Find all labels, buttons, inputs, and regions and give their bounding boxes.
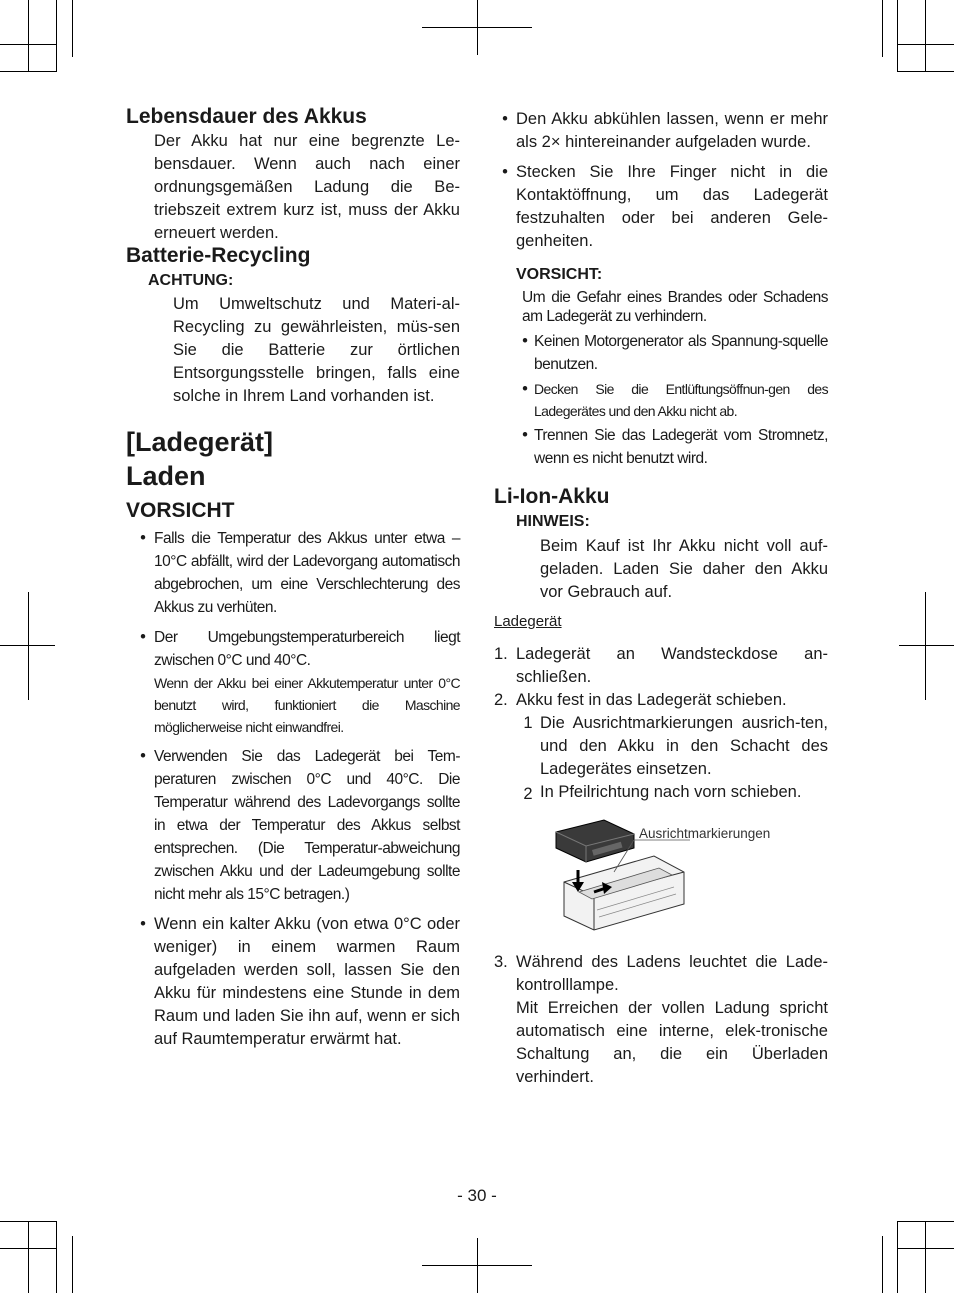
list-item [516,378,828,422]
list-item [132,626,460,738]
list-item-body [154,626,460,738]
bullet-mark: • [502,163,508,181]
list-item [132,745,460,906]
step-number: 3. [494,953,508,971]
list-item [494,108,828,154]
page-number: - 30 - [457,1186,497,1205]
substep-number: 2 [523,785,533,803]
vorsicht-intro: Um die Gefahr eines Brandes oder Schadens am Ladegerät zu verhindern. [522,289,828,325]
list-item-note: Wenn der Akku bei einer Akkutemperatur unter 0°C benutzt wird, funktioniert die Maschine möglicherweise nicht einwandfrei. [154,675,460,735]
section-title-laden: Laden [126,461,206,491]
step-number: 1. [494,645,508,663]
list-item [132,527,460,619]
list-item-text: Keinen Motorgenerator als Spannung-squelle benutzen. [534,333,828,373]
step-3 [494,951,828,1089]
alignment-marks-label: Ausrichtmarkierungen [639,826,771,841]
substep-text: In Pfeilrichtung nach vorn schieben. [540,783,802,801]
substep-number: 1 [523,714,533,732]
bullet-mark: • [140,915,146,933]
substep-2 [516,781,828,806]
hinweis-label: HINWEIS: [516,513,590,530]
list-item [516,330,828,376]
bullet-mark: • [140,628,146,646]
charger-subheading: Ladegerät [494,613,562,630]
step-note: Mit Erreichen der vollen Ladung spricht automatisch eine interne, elek-tronische Schaltung an, die ein Überladen verhindert. [516,999,828,1086]
vorsicht-label: VORSICHT: [516,266,603,283]
list-item-text: Wenn ein kalter Akku (von etwa 0°C oder weniger) in einem warmen Raum aufgeladen werden soll, lassen Sie den Akku für mindestens eine Stunde in dem Raum und laden Sie ihn auf, wenn er sich auf Raumtemperatur erwärmt hat. [154,915,460,1048]
achtung-label: ACHTUNG: [148,272,234,289]
battery-life-text: Der Akku hat nur eine begrenzte Le-bensdauer. Wenn auch nach einer ordnungsgemäßen Ladung die Be-triebszeit extrem kurz ist, muss der Akku erneuert werden. [154,132,460,242]
list-item [516,424,828,470]
section-title-charger: [Ladegerät] [126,427,274,457]
step-body [516,951,828,1089]
bullet-mark: • [522,380,528,398]
step-text: Akku fest in das Ladegerät schieben. [516,691,787,709]
list-item-text: Verwenden Sie das Ladegerät bei Tem-peraturen zwischen 0°C und 40°C. Die Temperatur während des Ladevorgangs sollte in etwa der Temperatur des Akkus selbst entsprechen. (Die Temperatur-abweichung zwischen Akku und der Ladeumgebung sollte nicht mehr als 15°C betragen.) [154,748,460,903]
step-number: 2. [494,691,508,709]
bullet-mark: • [522,332,528,350]
list-item-text: Trennen Sie das Ladegerät vom Stromnetz, wenn es nicht benutzt wird. [534,427,828,467]
substep-text: Die Ausrichtmarkierungen ausrich-ten, und den Akku in den Schacht des Ladegerätes einsetzen. [540,714,828,778]
recycling-text: Um Umweltschutz und Materi-al-Recycling zu gewährleisten, müs-sen Sie die Batterie zur örtlichen Entsorgungsstelle bringen, falls eine solche in Ihrem Land vorhanden ist. [173,295,460,405]
step-1 [494,643,828,689]
substep-1 [516,712,828,781]
list-item [132,913,460,1051]
heading-battery-life: Lebensdauer des Akkus [126,105,367,128]
right-column [494,108,828,1089]
bullet-mark: • [522,426,528,444]
list-item [494,161,828,253]
list-item-text: Den Akku abkühlen lassen, wenn er mehr als 2× hintereinander aufgeladen wurde. [516,110,828,151]
hinweis-text: Beim Kauf ist Ihr Akku nicht voll auf-geladen. Laden Sie daher den Akku vor Gebrauch auf. [540,537,828,601]
step-text: Ladegerät an Wandsteckdose an-schließen. [516,645,828,686]
vorsicht-heading: VORSICHT [126,499,235,522]
heading-li-ion: Li-Ion-Akku [494,485,610,508]
list-item-text: Falls die Temperatur des Akkus unter etwa –10°C abfällt, wird der Ladevorgang automatisch abgebrochen, um eine Verschlechterung des Akkus zu verhüten. [154,530,460,616]
bullet-mark: • [140,529,146,547]
step-2 [494,689,828,712]
list-item-text: Der Umgebungstemperaturbereich liegt zwischen 0°C und 40°C. [154,629,460,669]
charger-illustration [494,812,828,937]
left-column [126,104,460,1051]
list-item-text: Stecken Sie Ihre Finger nicht in die Kontaktöffnung, um das Ladegerät festzuhalten oder bei anderen Gele-genheiten. [516,163,828,250]
bullet-mark: • [140,747,146,765]
bullet-mark: • [502,110,508,128]
list-item-text: Decken Sie die Entlüftungsöffnun-gen des Ladegerätes und den Akku nicht ab. [534,381,828,419]
step-text: Während des Ladens leuchtet die Lade-kontrolllampe. [516,953,828,994]
heading-battery-recycling: Batterie-Recycling [126,244,311,267]
